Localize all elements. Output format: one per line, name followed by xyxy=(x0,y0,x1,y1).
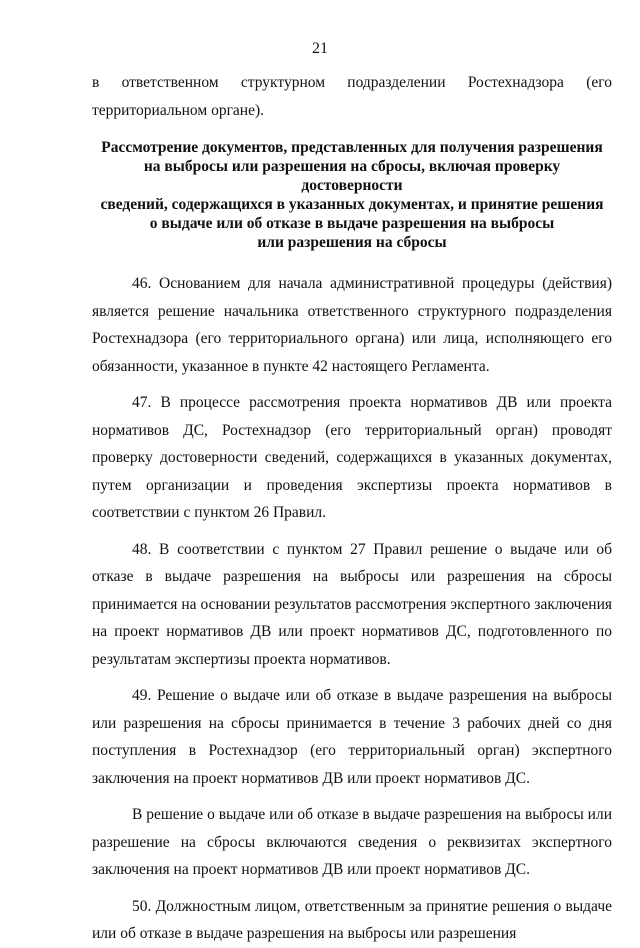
intro-paragraph: в ответственном структурном подразделении Ростехнадзора (его территориальном органе). xyxy=(92,74,612,119)
paragraph-48: 48. В соответствии с пунктом 27 Правил решение о выдаче или об отказе в выдаче разрешения на выбросы или разрешения на сбросы принимается на основании результатов рассмотрения экспертного заключения на проект нормативов ДВ или проект нормативов ДС, подготовленного по результатам экспертизы проекта нормативов. xyxy=(92,540,612,668)
section-heading-line: сведений, содержащихся в указанных документах, и принятие решения xyxy=(100,196,604,213)
page-number: 21 xyxy=(312,40,328,57)
section-heading-line: о выдаче или об отказе в выдаче разрешения на выбросы xyxy=(149,215,555,232)
paragraph-49-continuation: В решение о выдаче или об отказе в выдаче разрешения на выбросы или разрешение на сбросы включаются сведения о реквизитах экспертного заключения на проект нормативов ДВ или проект нормативов ДС. xyxy=(92,806,612,878)
paragraph-46: 46. Основанием для начала административной процедуры (действия) является решение начальника ответственного структурного подразделения Ростехнадзора (его территориального органа) или лица, исполняющего его обязанности, указанное в пункте 42 настоящего Регламента. xyxy=(92,275,612,375)
paragraph-49: 49. Решение о выдаче или об отказе в выдаче разрешения на выбросы или разрешения на сбросы принимается в течение 3 рабочих дней со дня поступления в Ростехнадзор (его территориальный орган) экспертного заключения на проект нормативов ДВ или проект нормативов ДС. xyxy=(92,687,612,787)
section-heading-line: или разрешения на сбросы xyxy=(257,234,447,251)
paragraph-50: 50. Должностным лицом, ответственным за принятие решения о выдаче или об отказе в выдаче разрешения на выбросы или разрешения xyxy=(92,897,612,942)
section-heading-line: Рассмотрение документов, представленных для получения разрешения xyxy=(101,139,603,156)
section-heading-line: на выбросы или разрешения на сбросы, включая проверку достоверности xyxy=(143,158,561,194)
section-heading xyxy=(92,138,612,252)
document-body xyxy=(92,69,612,948)
paragraph-47: 47. В процессе рассмотрения проекта нормативов ДВ или проекта нормативов ДС, Ростехнадзор (его территориальный орган) проводят проверку достоверности сведений, содержащихся в указанных документах, путем организации и проведения экспертизы проекта нормативов в соответствии с пунктом 26 Правил. xyxy=(92,394,612,521)
